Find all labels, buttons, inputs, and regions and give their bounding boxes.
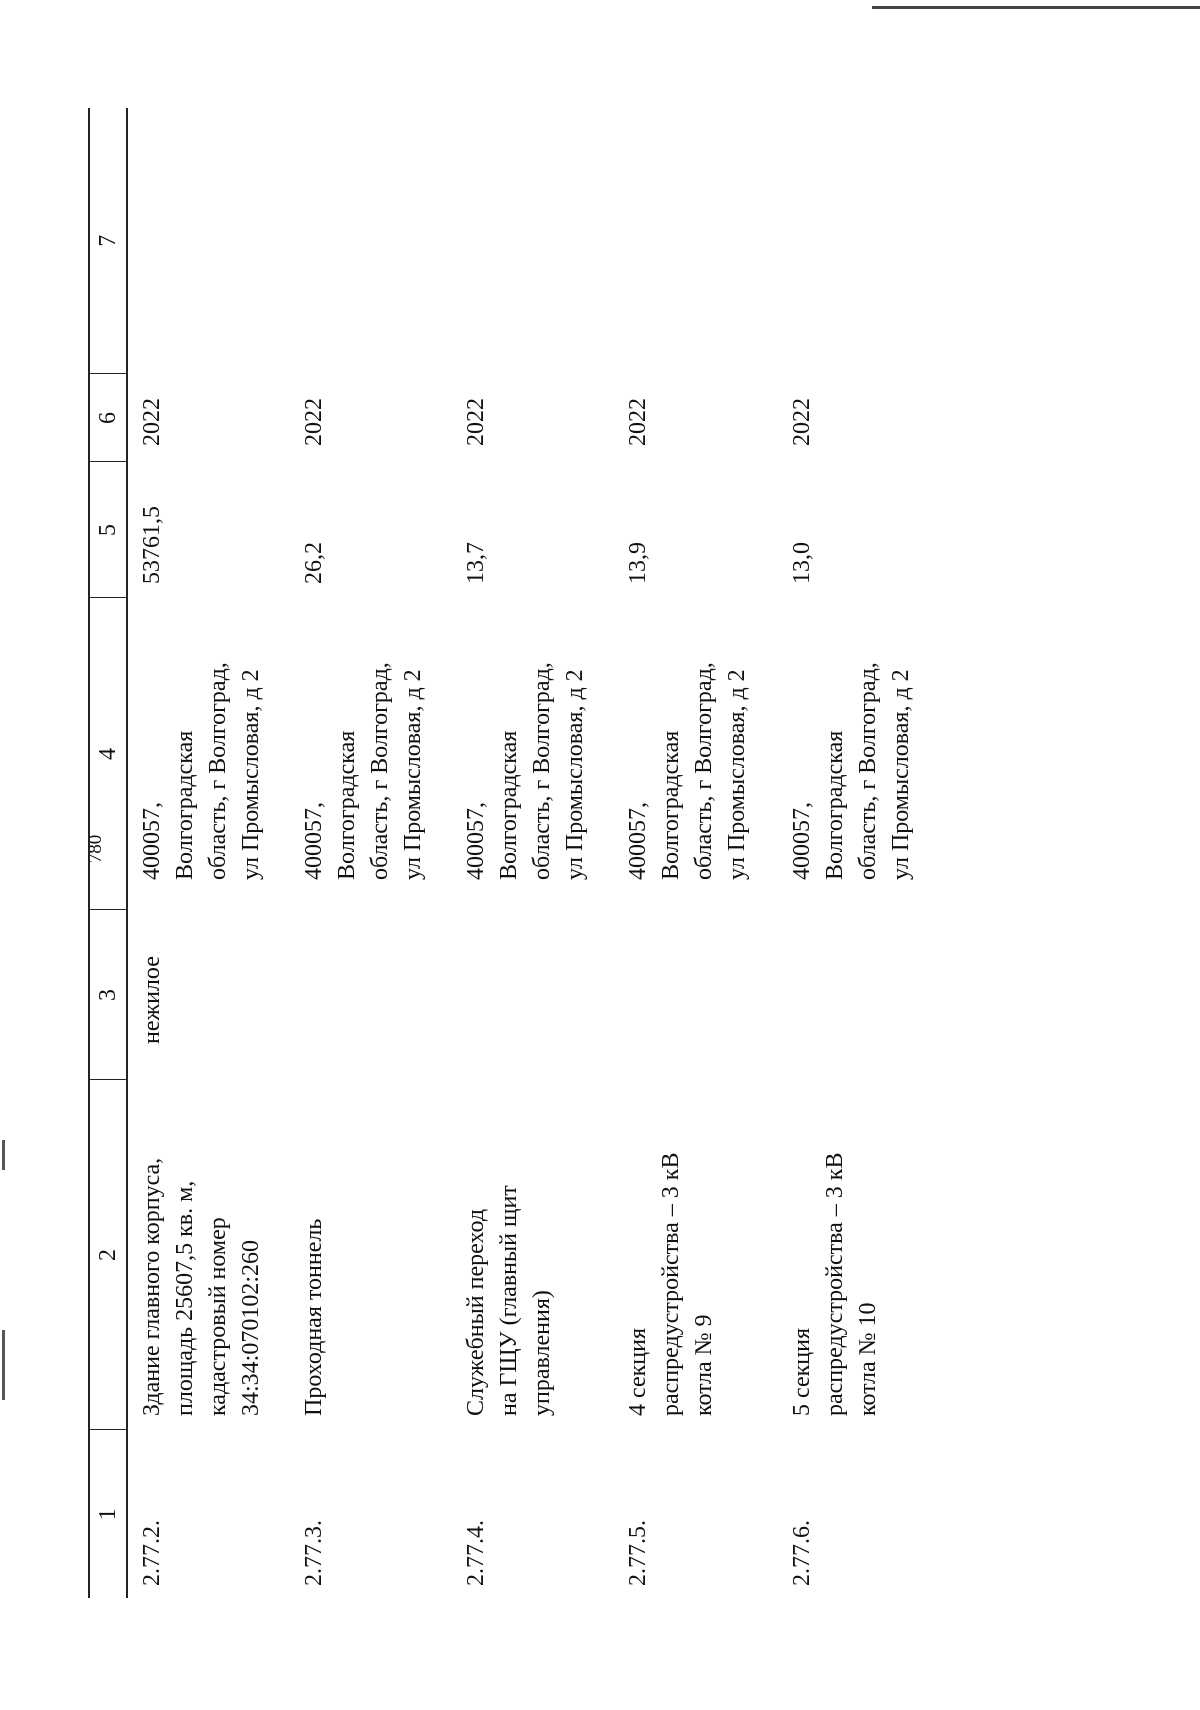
- address-line: ул Промысловая, д 2: [400, 669, 426, 880]
- address-line: 400057,: [463, 802, 489, 880]
- column-header: 6: [89, 374, 127, 462]
- address-line: ул Промысловая, д 2: [888, 669, 914, 880]
- address-line: 400057,: [139, 802, 165, 880]
- object-type: нежилое: [139, 956, 165, 1044]
- object-name-line: Проходная тоннель: [301, 1218, 327, 1416]
- address-line: область, г Волгоград,: [367, 662, 393, 880]
- object-type: [290, 910, 452, 1080]
- address-line: ул Промысловая, д 2: [562, 669, 588, 880]
- object-name-line: на ГЩУ (главный щит: [496, 1185, 522, 1416]
- address-line: Волгоградская: [658, 730, 684, 880]
- object-value: 53761,5: [139, 506, 165, 584]
- object-name-line: Служебный переход: [463, 1208, 489, 1416]
- object-year: 2022: [463, 398, 489, 446]
- address-line: Волгоградская: [334, 730, 360, 880]
- object-note: [614, 108, 778, 374]
- table-row: [778, 108, 966, 1598]
- object-value: 13,9: [625, 542, 651, 584]
- address-line: область, г Волгоград,: [691, 662, 717, 880]
- object-name: [614, 1080, 778, 1430]
- address-line: Волгоградская: [172, 730, 198, 880]
- column-header: 3: [89, 910, 127, 1080]
- object-note: [452, 108, 614, 374]
- address-line: 400057,: [625, 802, 651, 880]
- object-address: [778, 598, 966, 910]
- object-note: [127, 108, 290, 374]
- object-name-line: управления): [529, 1290, 555, 1416]
- object-value: 13,7: [463, 542, 489, 584]
- table-row: [452, 108, 614, 1598]
- object-name-line: распредустройства – 3 кВ: [658, 1152, 684, 1416]
- page-number: 780: [85, 834, 106, 864]
- row-number: 2.77.6.: [789, 1520, 815, 1586]
- object-name-line: площадь 25607,5 кв. м,: [172, 1180, 198, 1416]
- object-name: [778, 1080, 966, 1430]
- address-line: Волгоградская: [822, 730, 848, 880]
- object-name-line: распредустройства – 3 кВ: [822, 1152, 848, 1416]
- object-name-line: 5 секция: [789, 1328, 815, 1416]
- object-year: 2022: [301, 398, 327, 446]
- address-line: ул Промысловая, д 2: [724, 669, 750, 880]
- rotated-table-container: [0, 170, 914, 1710]
- object-year: 2022: [139, 398, 165, 446]
- table-row: [614, 108, 778, 1598]
- row-number: 2.77.5.: [625, 1520, 651, 1586]
- object-name: [127, 1080, 290, 1430]
- column-header: 4: [89, 598, 127, 910]
- object-name: [290, 1080, 452, 1430]
- address-line: Волгоградская: [496, 730, 522, 880]
- address-line: 400057,: [301, 802, 327, 880]
- object-type: [614, 910, 778, 1080]
- object-type: [452, 910, 614, 1080]
- object-address: [290, 598, 452, 910]
- address-line: область, г Волгоград,: [529, 662, 555, 880]
- object-address: [127, 598, 290, 910]
- address-line: область, г Волгоград,: [855, 662, 881, 880]
- object-note: [290, 108, 452, 374]
- table-row: [290, 108, 452, 1598]
- column-header: 7: [89, 108, 127, 374]
- object-year: 2022: [625, 398, 651, 446]
- address-line: область, г Волгоград,: [205, 662, 231, 880]
- object-value: 13,0: [789, 542, 815, 584]
- column-header: 5: [89, 462, 127, 598]
- object-name-line: Здание главного корпуса,: [139, 1157, 165, 1416]
- object-value: 26,2: [301, 542, 327, 584]
- object-name-line: 34:34:070102:260: [238, 1239, 264, 1416]
- column-header: 2: [89, 1080, 127, 1430]
- row-number: 2.77.4.: [463, 1520, 489, 1586]
- object-name-line: 4 секция: [625, 1328, 651, 1416]
- row-number: 2.77.2.: [139, 1520, 165, 1586]
- object-type: [778, 910, 966, 1080]
- header-row: [89, 108, 127, 1598]
- object-name-line: котла № 9: [691, 1314, 717, 1416]
- object-address: [614, 598, 778, 910]
- object-year: 2022: [789, 398, 815, 446]
- object-name-line: кадастровый номер: [205, 1217, 231, 1416]
- object-note: [778, 108, 966, 374]
- table-row: [127, 108, 290, 1598]
- column-header: 1: [89, 1430, 127, 1598]
- address-line: 400057,: [789, 802, 815, 880]
- object-name: [452, 1080, 614, 1430]
- object-address: [452, 598, 614, 910]
- object-name-line: котла № 10: [855, 1302, 881, 1416]
- property-register-table: [88, 108, 966, 1598]
- row-number: 2.77.3.: [301, 1520, 327, 1586]
- address-line: ул Промысловая, д 2: [238, 669, 264, 880]
